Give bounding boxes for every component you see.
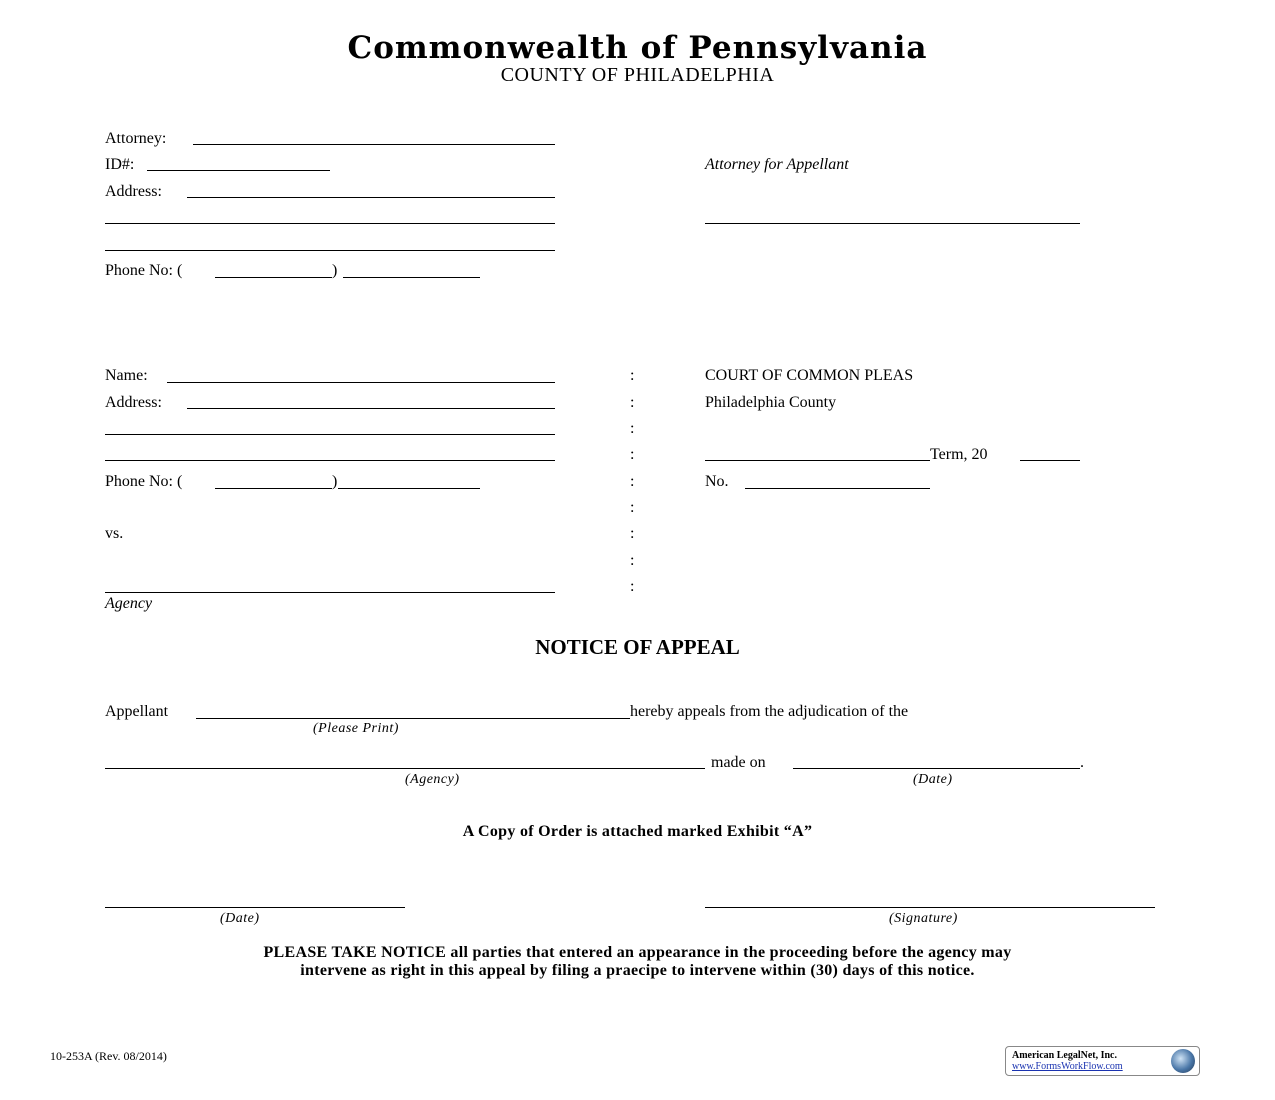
- globe-icon: [1171, 1049, 1195, 1073]
- signature-caption: (Signature): [889, 911, 958, 926]
- phone-label: Phone No: (: [105, 473, 183, 490]
- publisher-logo: [1005, 1046, 1200, 1076]
- term-field[interactable]: [705, 460, 930, 461]
- caption-colon: :: [630, 394, 635, 411]
- county-subtitle: COUNTY OF PHILADELPHIA: [500, 64, 775, 86]
- name-field[interactable]: [167, 382, 555, 383]
- caption-colon: :: [630, 420, 635, 437]
- attorney-address-line-3[interactable]: [105, 250, 555, 251]
- name-label: Name:: [105, 367, 148, 384]
- agency-name-field[interactable]: [105, 768, 705, 769]
- court-name: COURT OF COMMON PLEAS: [705, 367, 914, 384]
- vs-label: vs.: [105, 525, 124, 542]
- attorney-field[interactable]: [193, 144, 555, 145]
- term-year-field[interactable]: [1020, 460, 1080, 461]
- appeals-text: hereby appeals from the adjudication of the: [630, 703, 909, 720]
- agency-caption: (Agency): [405, 772, 460, 787]
- address-label: Address:: [105, 394, 162, 411]
- case-no-field[interactable]: [745, 488, 930, 489]
- notice-line-2: intervene as right in this appeal by filing a praecipe to intervene within (30) days of this notice.: [300, 962, 975, 979]
- notice-line-1: PLEASE TAKE NOTICE all parties that entered an appearance in the proceeding before the agency may: [263, 944, 1012, 961]
- attorney-phone-label: Phone No: (: [105, 262, 183, 279]
- phone-number-field[interactable]: [338, 488, 480, 489]
- address-line-3[interactable]: [105, 460, 555, 461]
- phone-paren: ): [332, 473, 338, 490]
- caption-colon: :: [630, 367, 635, 384]
- form-number: 10-253A (Rev. 08/2014): [50, 1049, 167, 1063]
- appellant-field[interactable]: [196, 718, 630, 719]
- attorney-for-appellant-field[interactable]: [705, 223, 1080, 224]
- caption-colon: :: [630, 552, 635, 569]
- court-county: Philadelphia County: [705, 394, 837, 411]
- attorney-phone-paren: ): [332, 262, 338, 279]
- attorney-address-line-2[interactable]: [105, 223, 555, 224]
- signature-field[interactable]: [705, 907, 1155, 908]
- case-no-label: No.: [705, 473, 729, 490]
- caption-colon: :: [630, 525, 635, 542]
- id-label: ID#:: [105, 156, 135, 173]
- made-on-label: made on: [711, 754, 766, 771]
- date-caption: (Date): [913, 772, 953, 787]
- term-label: Term, 20: [930, 446, 988, 463]
- caption-colon: :: [630, 446, 635, 463]
- address-line-2[interactable]: [105, 434, 555, 435]
- publisher-name: American LegalNet, Inc.: [1012, 1050, 1117, 1061]
- please-print-caption: (Please Print): [313, 721, 399, 736]
- attorney-label: Attorney:: [105, 130, 167, 147]
- notice-heading: NOTICE OF APPEAL: [535, 635, 740, 659]
- caption-colon: :: [630, 473, 635, 490]
- agency-label: Agency: [105, 595, 153, 612]
- id-field[interactable]: [147, 170, 330, 171]
- commonwealth-title: Commonwealth of Pennsylvania: [347, 30, 928, 66]
- attorney-phone-number-field[interactable]: [343, 277, 480, 278]
- signature-date-field[interactable]: [105, 907, 405, 908]
- attorney-address-label: Address:: [105, 183, 162, 200]
- adjudication-date-field[interactable]: [793, 768, 1080, 769]
- publisher-link[interactable]: www.FormsWorkFlow.com: [1012, 1061, 1123, 1072]
- exhibit-statement: A Copy of Order is attached marked Exhibit “A”: [462, 823, 813, 840]
- appellant-label: Appellant: [105, 703, 169, 720]
- address-field[interactable]: [187, 408, 555, 409]
- attorney-for-appellant-label: Attorney for Appellant: [705, 156, 849, 173]
- attorney-address-field[interactable]: [187, 197, 555, 198]
- attorney-phone-area-field[interactable]: [215, 277, 332, 278]
- phone-area-field[interactable]: [215, 488, 332, 489]
- period: .: [1080, 754, 1084, 771]
- caption-colon: :: [630, 578, 635, 595]
- caption-colon: :: [630, 499, 635, 516]
- signature-date-caption: (Date): [220, 911, 260, 926]
- agency-field[interactable]: [105, 592, 555, 593]
